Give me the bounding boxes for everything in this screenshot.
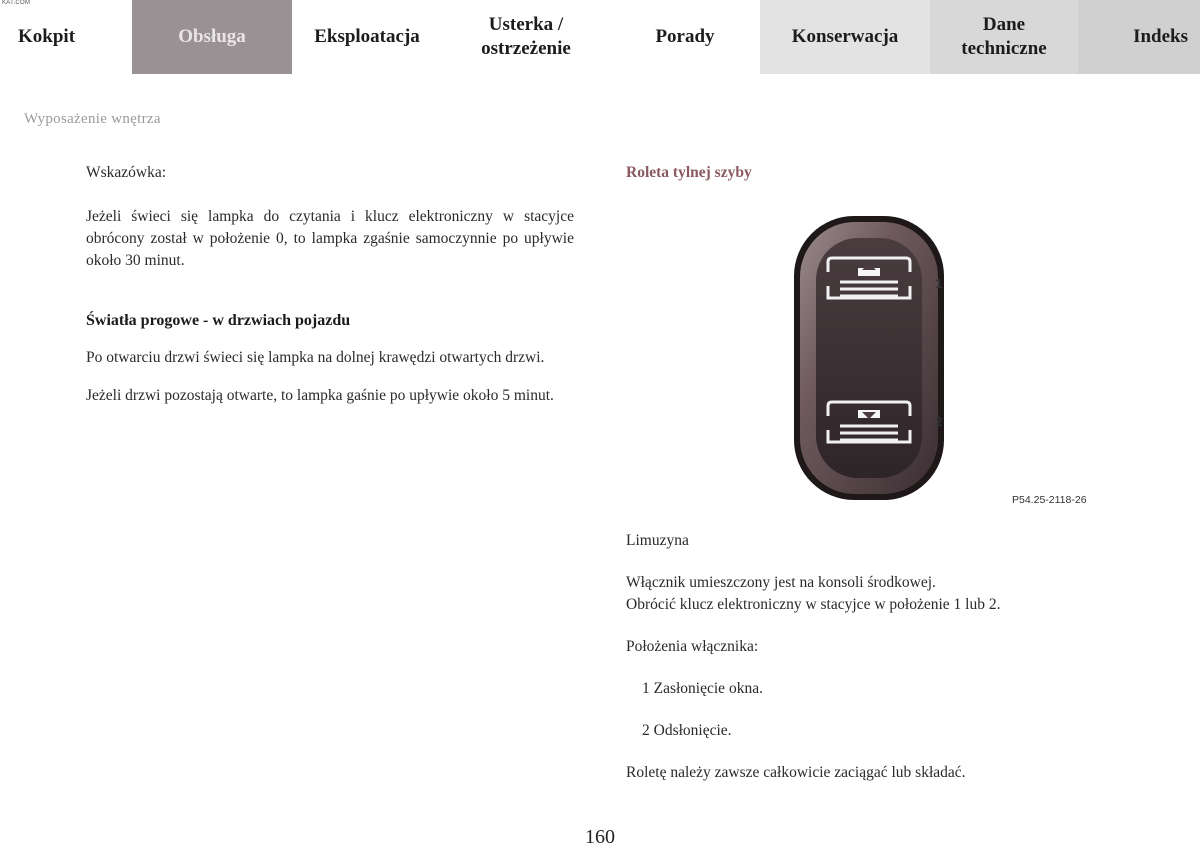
threshold-heading: Światła progowe - w drzwiach pojazdu: [86, 312, 351, 329]
tab-label-line2: ostrzeżenie: [481, 38, 571, 59]
tab-usterka[interactable]: [442, 0, 610, 74]
tab-label: [481, 13, 571, 61]
tab-dane-techniczne[interactable]: [930, 0, 1078, 74]
tab-label-line1: Dane: [982, 14, 1026, 35]
hint-text: Jeżeli świeci się lampka do czytania i klucz elektroniczny w stacyjce obrócony został w położenie 0, to lampka zgaśnie samoczynnie po upływie około 30 minut.: [86, 208, 574, 269]
tab-indeks[interactable]: [1078, 0, 1200, 74]
switch-line-2: Obrócić klucz elektroniczny w stacyjce w położenie 1 lub 2.: [626, 596, 1001, 613]
tab-label: Eksploatacja: [314, 26, 420, 47]
tab-konserwacja[interactable]: [760, 0, 930, 74]
tab-label-line2: techniczne: [961, 38, 1047, 59]
callout-2: 2: [935, 414, 943, 429]
figure-code: P54.25-2118-26: [1012, 494, 1087, 506]
position-2: 2 Odsłonięcie.: [642, 722, 732, 739]
rear-blind-switch-figure: [780, 210, 970, 510]
rear-blind-heading: Roleta tylnej szyby: [626, 164, 752, 181]
left-column: [86, 162, 574, 407]
right-column-text: [626, 530, 1106, 784]
section-title: Wyposażenie wnętrza: [24, 111, 161, 127]
hint-label: Wskazówka:: [86, 164, 167, 181]
switch-line-1: Włącznik umieszczony jest na konsoli środkowej.: [626, 574, 936, 591]
tab-label: Kokpit: [18, 26, 76, 47]
tab-label: Porady: [655, 26, 715, 47]
variant-label: Limuzyna: [626, 532, 689, 549]
tab-obsluga[interactable]: [132, 0, 292, 74]
tab-label-line1: Usterka /: [488, 14, 564, 35]
right-column: [626, 162, 1106, 184]
callout-1: 1: [935, 276, 943, 291]
tab-eksploatacja[interactable]: [292, 0, 442, 74]
position-1: 1 Zasłonięcie okna.: [642, 680, 763, 697]
tab-label: Indeks: [1133, 26, 1188, 47]
page-number: 160: [585, 826, 615, 848]
corner-mark: KAT.COM: [2, 0, 31, 6]
tab-label: [961, 13, 1046, 61]
tab-label: Obsługa: [178, 26, 246, 47]
tab-porady[interactable]: [610, 0, 760, 74]
tab-label: Konserwacja: [791, 26, 899, 47]
threshold-paragraph-1: Po otwarciu drzwi świeci się lampka na dolnej krawędzi otwartych drzwi.: [86, 349, 545, 366]
closing-note: Roletę należy zawsze całkowicie zaciągać lub składać.: [626, 764, 966, 781]
tab-kokpit[interactable]: [0, 0, 132, 74]
chapter-tabs: [0, 0, 1200, 74]
threshold-paragraph-2: Jeżeli drzwi pozostają otwarte, to lampka gaśnie po upływie około 5 minut.: [86, 387, 554, 404]
positions-label: Położenia włącznika:: [626, 638, 759, 655]
